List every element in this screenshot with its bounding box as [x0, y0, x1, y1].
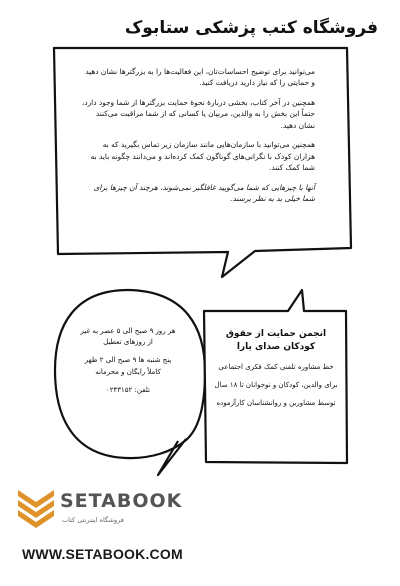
page-title: فروشگاه کتب پزشکی ستابوک: [124, 18, 378, 38]
main-bubble-text: [80, 66, 315, 213]
website-url[interactable]: WWW.SETABOOK.COM: [22, 546, 183, 562]
thursday-hours: پنج شنبه ها ۹ صبح الی ۲ ظهر کاملاً رایگان و محرمانه: [84, 356, 172, 376]
hours-bubble-text: [78, 326, 178, 403]
org-bubble-text: [212, 328, 340, 416]
org-staff: توسط مشاورین و روانشناسان کارآزموده: [216, 398, 336, 407]
org-service: خط مشاوره تلفنی کمک فکری اجتماعی: [218, 363, 334, 372]
logo-subtitle: فروشگاه اینترنتی کتاب: [62, 516, 124, 524]
working-hours: هر روز ۹ صبح الی ۵ عصر به غیر از روزهای تعطیل: [80, 327, 176, 347]
paragraph: آنها با چیزهایی که شما می‌گویید غافلگیر نمی‌شوند، هرچند آن چیزها برای شما خیلی بد به نظر برسند.: [93, 182, 315, 204]
org-audience: برای والدین، کودکان و نوجوانان تا ۱۸ سال: [214, 380, 338, 389]
paragraph: همچنین می‌توانید با سازمان‌هایی مانند سازمان زیر تماس بگیرید که به هزاران کودک با نگرانی‌های گوناگون کمک کرده‌اند و می‌دانند چگونه باید به شما کمک کنند.: [90, 140, 315, 173]
paragraph: می‌توانید برای توضیح احساسات‌تان، این فعالیت‌ها را به بزرگترها نشان دهید و حمایتی را که نیاز دارید دریافت کنید.: [85, 67, 315, 88]
logo-wordmark: SETABOOK: [60, 490, 183, 512]
paragraph: همچنین در آخر کتاب، بخشی دربارهٔ نحوهٔ حمایت بزرگترها از شما وجود دارد، حتماً این بخش را به والدین، مربیان یا کسانی که از شما مراقبت می‌کنند نشان دهید.: [81, 97, 315, 130]
phone-number: تلفن: ۰۲۴۳۱۵۲: [105, 385, 151, 394]
footer-logo: [18, 488, 188, 538]
org-name: انجمن حمایت از حقوق کودکان صدای یارا: [225, 329, 327, 353]
